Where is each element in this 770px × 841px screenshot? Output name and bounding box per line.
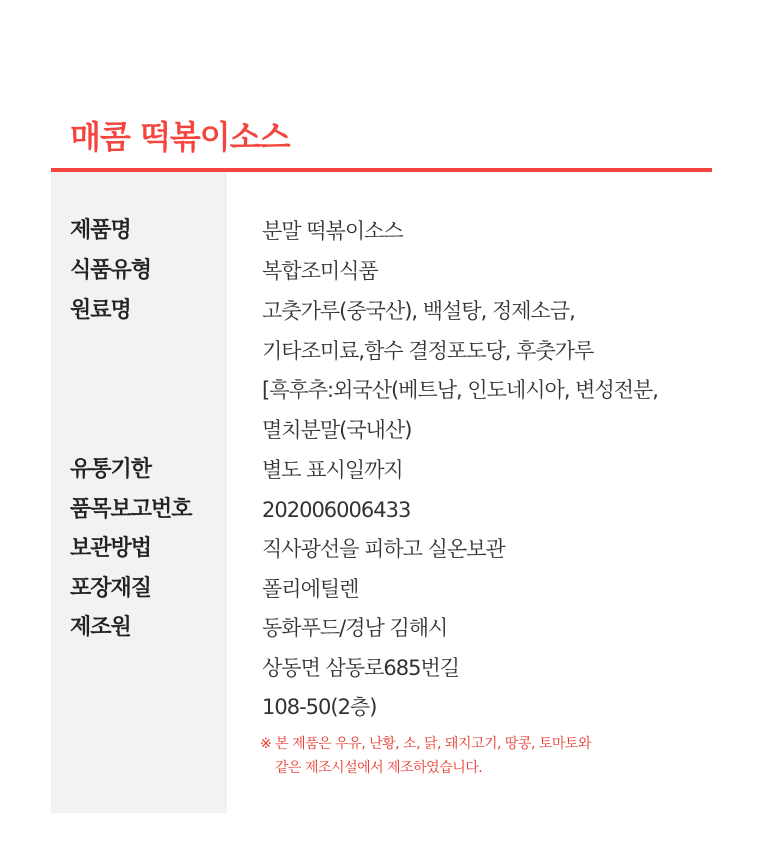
- value-report-number: 202006006433: [262, 498, 411, 522]
- value-packaging: 폴리에틸렌: [262, 577, 359, 601]
- label-ingredients: 원료명: [70, 298, 131, 323]
- value-food-type: 복합조미식품: [262, 259, 378, 283]
- value-manufacturer-line2: 상동면 삼동로685번길: [262, 656, 460, 680]
- label-food-type: 식품유형: [70, 258, 152, 283]
- label-manufacturer: 제조원: [70, 615, 131, 640]
- value-ingredients-line2: 기타조미료,함수 결정포도당, 후춧가루: [262, 339, 594, 363]
- label-packaging: 포장재질: [70, 576, 152, 601]
- value-manufacturer-line1: 동화푸드/경남 김해시: [262, 616, 448, 640]
- product-title: 매콤 떡볶이소스: [70, 118, 290, 156]
- allergen-notice-line2: 같은 제조시설에서 제조하였습니다.: [275, 760, 483, 776]
- value-ingredients-line1: 고춧가루(중국산), 백설탕, 정제소금,: [262, 299, 575, 323]
- value-ingredients-line3: [흑후추:외국산(베트남, 인도네시아, 변성전분,: [262, 378, 658, 402]
- allergen-notice-line1: ※ 본 제품은 우유, 난황, 소, 닭, 돼지고기, 땅콩, 토마토와: [260, 736, 591, 752]
- value-manufacturer-line3: 108-50(2층): [262, 695, 377, 719]
- label-product-name: 제품명: [70, 218, 131, 243]
- label-expiration: 유통기한: [70, 457, 152, 482]
- value-storage: 직사광선을 피하고 실온보관: [262, 537, 505, 561]
- label-report-number: 품목보고번호: [70, 497, 192, 522]
- value-expiration: 별도 표시일까지: [262, 458, 403, 482]
- label-storage: 보관방법: [70, 536, 152, 561]
- value-product-name: 분말 떡볶이소스: [262, 219, 403, 243]
- value-ingredients-line4: 멸치분말(국내산): [262, 418, 412, 442]
